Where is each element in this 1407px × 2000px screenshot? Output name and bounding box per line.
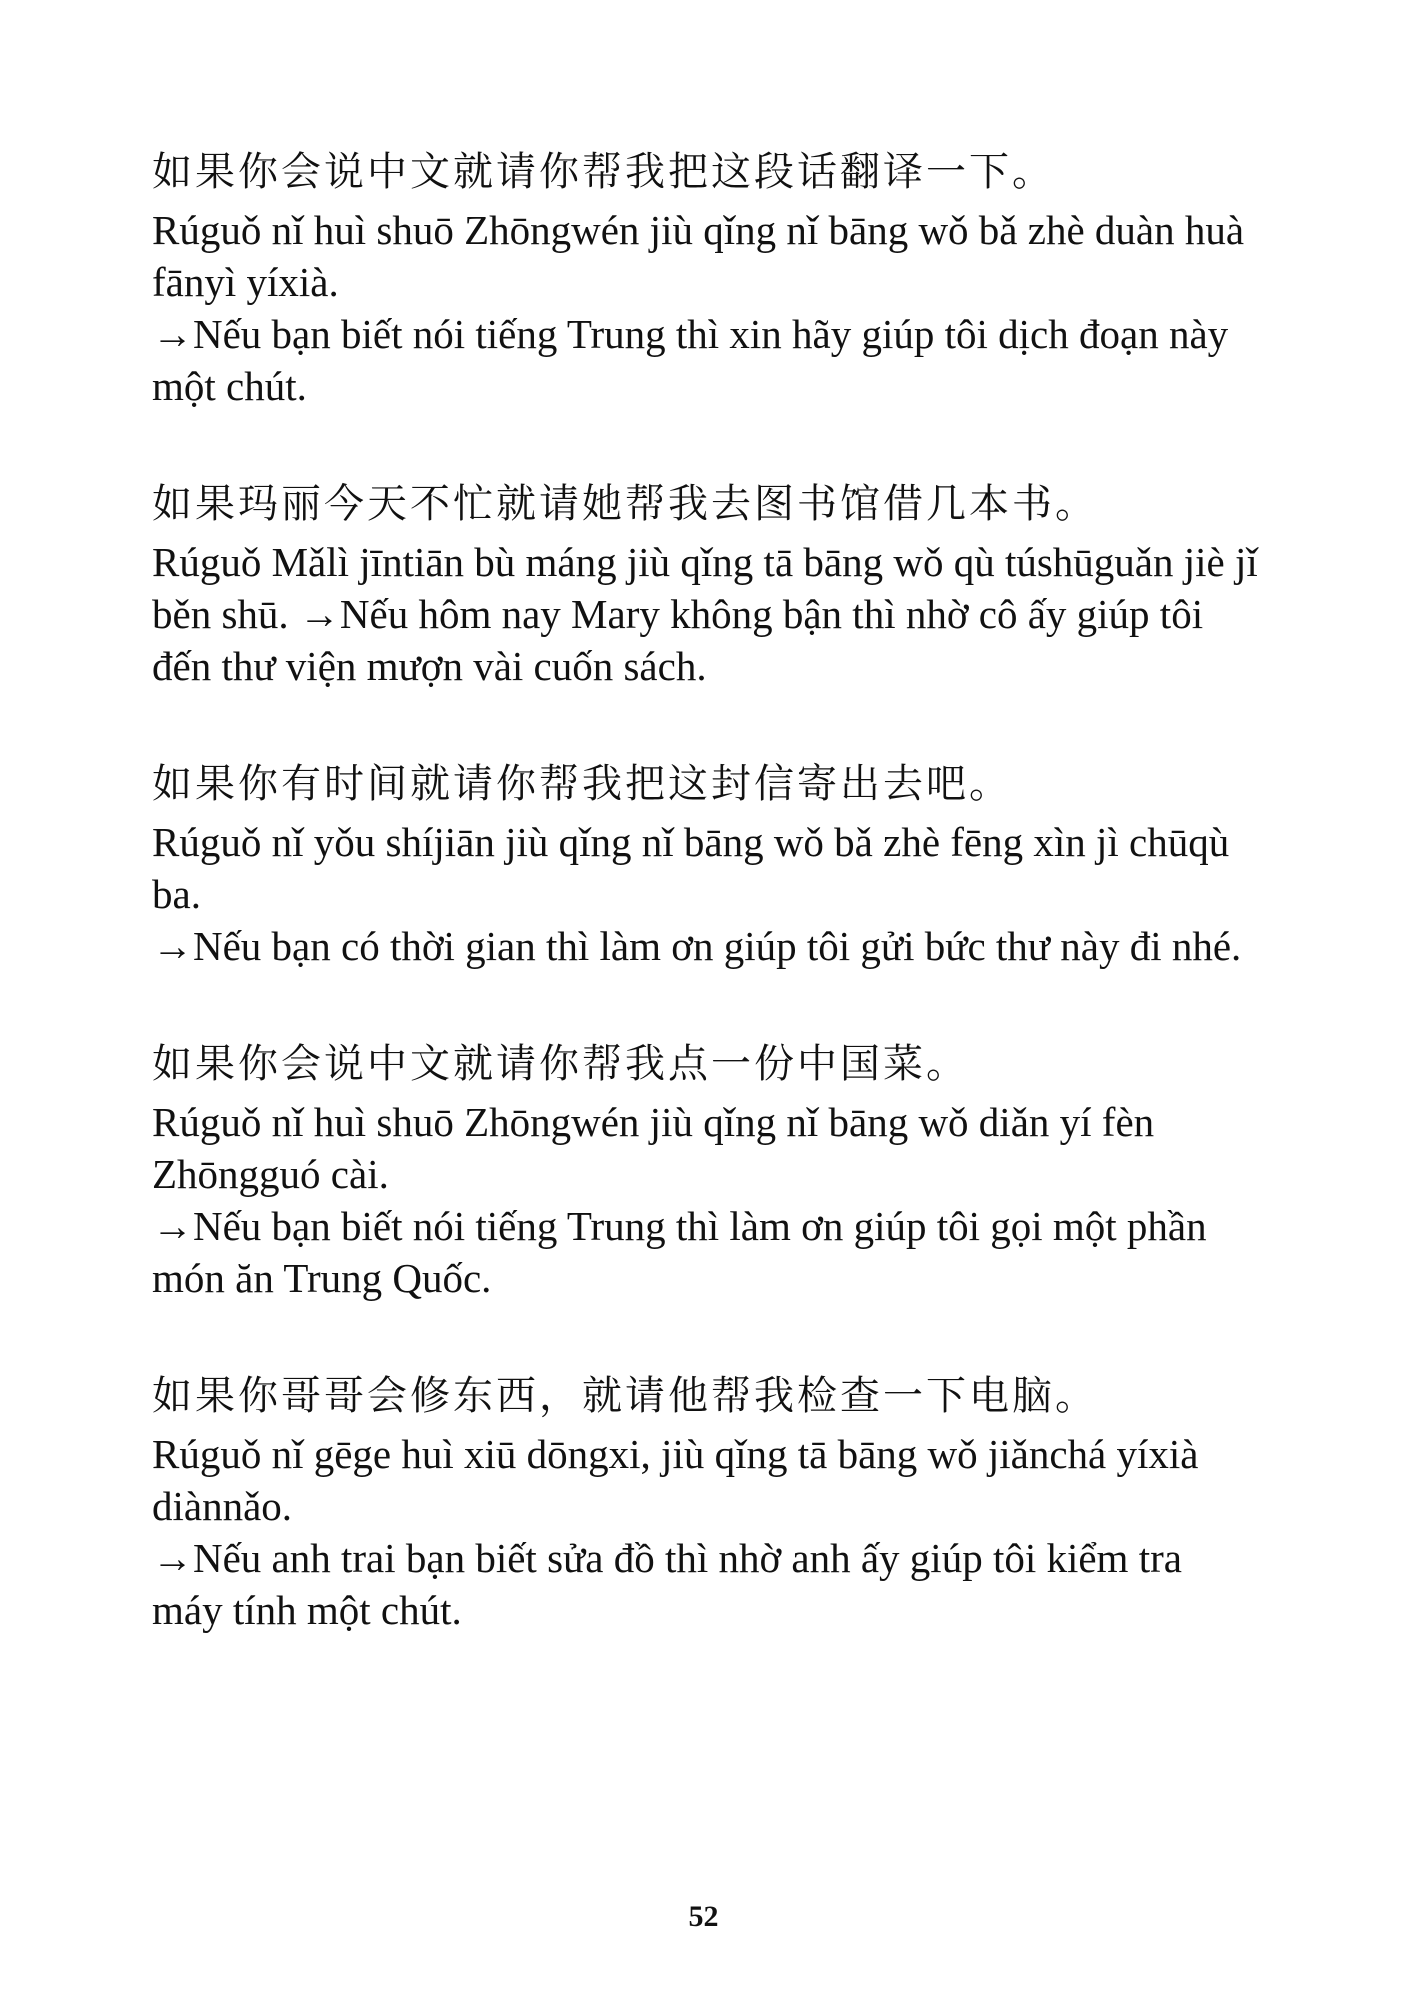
chinese-sentence: 如果玛丽今天不忙就请她帮我去图书馆借几本书。: [152, 481, 1098, 527]
example-entry-5: [152, 1364, 1262, 1636]
vietnamese-translation: →Nếu bạn biết nói tiếng Trung thì xin hãy giúp tôi dịch đoạn này một chút.: [152, 311, 1229, 409]
page-number: 52: [688, 1900, 719, 1933]
chinese-sentence: 如果你哥哥会修东西，就请他帮我检查一下电脑。: [152, 1373, 1098, 1419]
pinyin-text: Rúguǒ Mǎlì jīntiān bù máng jiù qǐng tā bāng wǒ qù túshūguǎn jiè jǐ běn shū.: [152, 539, 1258, 637]
chinese-sentence: 如果你有时间就请你帮我把这封信寄出去吧。: [152, 761, 1012, 807]
example-entry-3: [152, 752, 1262, 972]
vietnamese-translation: →Nếu hôm nay Mary không bận thì nhờ cô ấy giúp tôi đến thư viện mượn vài cuốn sách.: [152, 591, 1204, 689]
pinyin-transcription: Rúguǒ nǐ huì shuō Zhōngwén jiù qǐng nǐ bāng wǒ bǎ zhè duàn huà fānyì yíxià.: [152, 207, 1245, 305]
example-entry-4: [152, 1032, 1262, 1304]
vietnamese-translation: →Nếu bạn có thời gian thì làm ơn giúp tôi gửi bức thư này đi nhé.: [152, 923, 1242, 969]
pinyin-transcription: [152, 536, 1262, 692]
chinese-sentence: 如果你会说中文就请你帮我把这段话翻译一下。: [152, 149, 1055, 195]
vietnamese-translation: →Nếu anh trai bạn biết sửa đồ thì nhờ anh ấy giúp tôi kiểm tra máy tính một chút.: [152, 1535, 1182, 1633]
vietnamese-translation: →Nếu bạn biết nói tiếng Trung thì làm ơn giúp tôi gọi một phần món ăn Trung Quốc.: [152, 1203, 1207, 1301]
example-entry-2: [152, 472, 1262, 692]
page-content: [152, 140, 1262, 1696]
pinyin-transcription: Rúguǒ nǐ huì shuō Zhōngwén jiù qǐng nǐ bāng wǒ diǎn yí fèn Zhōngguó cài.: [152, 1099, 1155, 1197]
pinyin-transcription: Rúguǒ nǐ gēge huì xiū dōngxi, jiù qǐng tā bāng wǒ jiǎnchá yíxià diànnǎo.: [152, 1431, 1199, 1529]
chinese-sentence: 如果你会说中文就请你帮我点一份中国菜。: [152, 1041, 969, 1087]
example-entry-1: [152, 140, 1262, 412]
pinyin-transcription: Rúguǒ nǐ yǒu shíjiān jiù qǐng nǐ bāng wǒ bǎ zhè fēng xìn jì chūqù ba.: [152, 819, 1230, 917]
